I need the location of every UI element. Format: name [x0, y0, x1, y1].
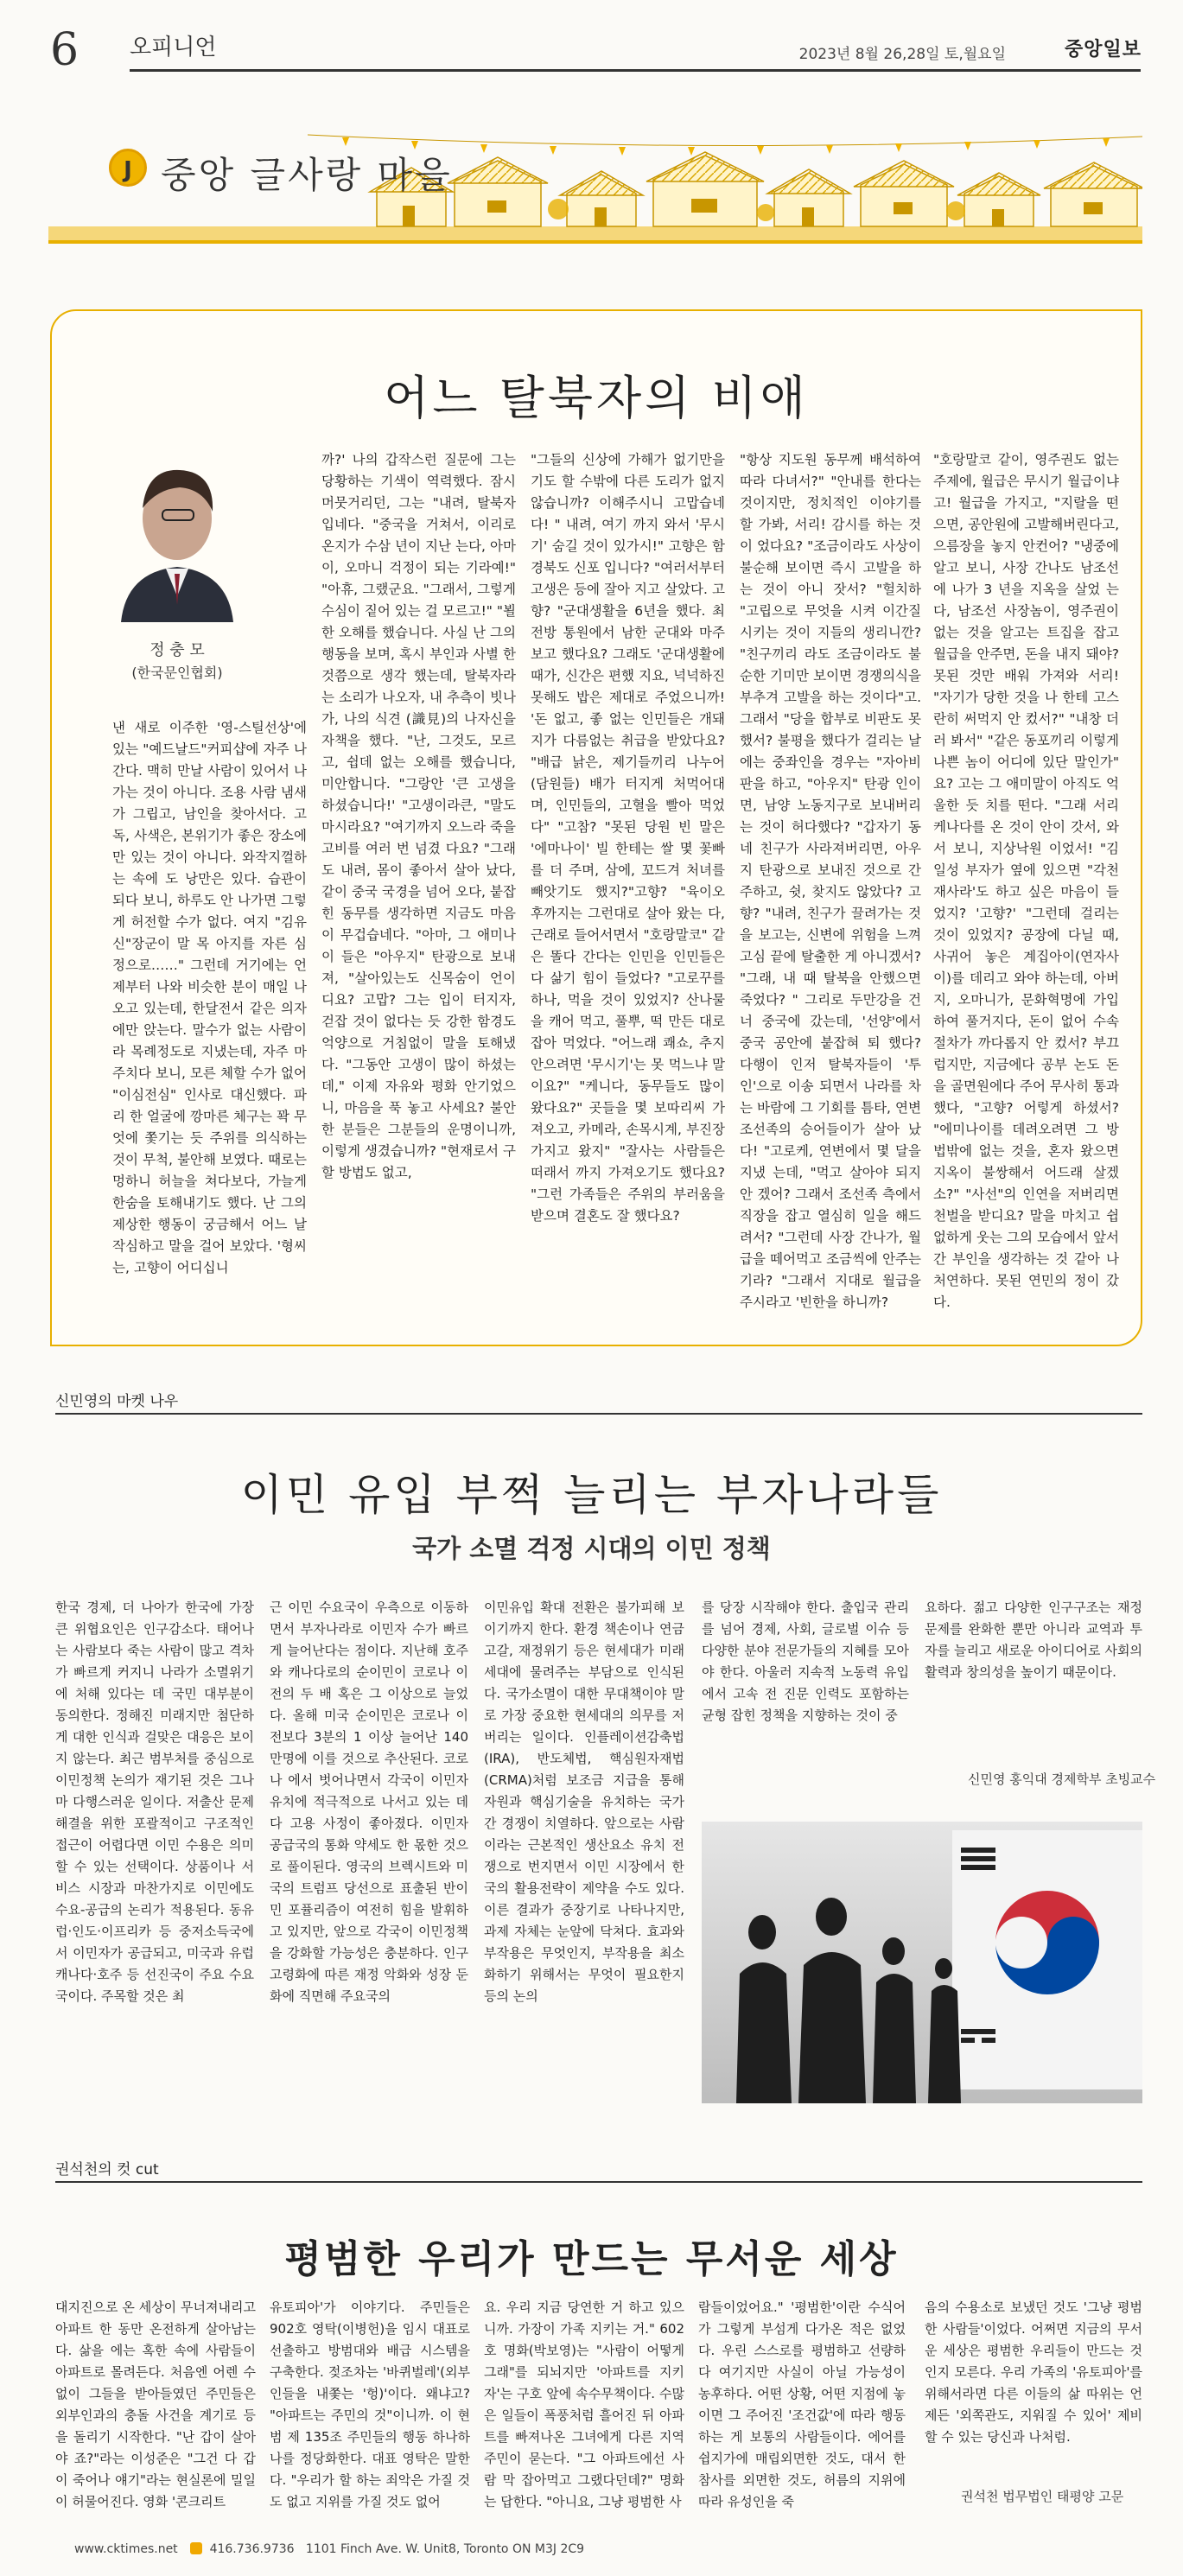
headline-ordinary-people: 평범한 우리가 만드는 무서운 세상 [284, 2237, 899, 2281]
page-header [0, 0, 1183, 95]
newspaper-logo: 중앙일보 [1064, 39, 1142, 60]
subheadline-immigration: 국가 소멸 걱정 시대의 이민 정책 [412, 1534, 771, 1563]
author-affiliation: (한국문인협회) [131, 665, 223, 681]
article2-byline: 신민영 홍익대 경제학부 초빙교수 [968, 1771, 1156, 1787]
essay-title: 어느 탈북자의 비애 [384, 371, 809, 425]
article3-column-1: 대지진으로 온 세상이 무너져내리고 아파트 한 동만 온전하게 살아남는다. 삶을 에는 혹한 속에 사람들이 아파트로 몰려든다. 처음엔 어렌 수 없이 그들을 받아들였던 주민들은 외부인과의 충돌 사건을 계기로 등을 돌리기 시작한다. "난 갑이 살아야 죠?"라는 이성준은 "그건 다 갑이 죽어나 얘기"라는 현실론에 밀일이 허물어진다. 영화 '콘크리트 [55, 2299, 256, 2509]
footer-website: www.cktimes.net [74, 2542, 178, 2556]
page-number: 6 [50, 24, 80, 76]
essay-column-2: 까?' 나의 갑작스런 질문에 그는 당황하는 기색이 역력했다. 잠시 머뭇거리던, 그는 "내려, 탈북자 입네다. "중국을 거쳐서, 이리로 온지가 수삼 년이 지난 는다, 아마이, 오마니 걱정이 되는 기라예!" "아휴, 그랬군요. "그래서, 그렇게 수심이 짙어 있는 걸 모르고!" "뵐 한 오해를 했습니다. 사실 난 그의 행동을 보며, 혹시 부인과 사별 한 것쯤으로 생각 했는데, 탈북자라는 소리가 나오자, 내 추측이 빗나가, 나의 식견 (識見)의 나자신을 자책을 했다. "난, 그것도, 모르고, 쉽데 없는 오해를 했습니다, 미안합니다. "그랑안 '큰 고생을 하셨습니다!' "고생이라큰, "말도 마시라요? "여기까지 오느라 죽을 고비를 여러 번 넘겼 다요? "그래도 내려, 몸이 좋아서 살아 났다, 같이 중국 국경을 넘어 오다, 붙잡힌 동무를 생각하면 지금도 마음이 무겁습네다. "아마, 그 애미나이 들은 "아우지" 탄광으로 보내져, "살아있는도 신목숨이 언이 디요? 고맙? 그는 입이 터지자, 걷잡 것이 없다는 듯 강한 함경도 억양으로 거침없이 말을 토해냈다. "그동안 고생이 많이 하셨는데," 이제 자유와 평화 안기었으니, 마음을 푹 놓고 사세요? 불안한 분들은 그분들의 운명이니까, 이렇게 생겼습니까? "현재로서 구할 방법도 없고, [321, 452, 516, 1180]
j-badge-icon: J [109, 149, 147, 187]
article2-column-5: 요하다. 젊고 다양한 인구구조는 재정 문제를 완화한 뿐만 아니라 교역과 투자를 늘리고 새로운 아이디어로 사회의 활력과 창의성을 높이기 때문이다. [925, 1600, 1142, 1680]
article3-column-5: 음의 수용소로 보냈던 것도 '그냥 평범한 사람들'이었다. 어쩌면 지금의 무서운 세상은 평범한 우리들이 만드는 것인지 모른다. 우리 가족의 '유토피아'를 위해서라면 다른 이들의 삶 따위는 언제든 '외쪽관도, 지워질 수 있어' 제비 할 수 있는 당신과 나처럼. [925, 2299, 1142, 2445]
flag-silhouette-photo [702, 1822, 1142, 2103]
column-label-cut: 권석천의 컷 cut [55, 2161, 159, 2178]
article3-column-2: 유토피아'가 이야기다. 주민들은 902호 영탁(이병헌)을 임시 대표로 선출하고 방범대와 배급 시스템을 구축한다. 젖조차는 '바퀴벌레'(외부인들을 내쫓는 '헝)'이다. 왜냐고? "아파트는 주민의 것"이니까. 이 현범 제 135조 주민들의 행동 하나하나를 정당화한다. 대표 영탁은 말한다. "우리가 할 하는 죄악은 가질 것도 없고 지위를 가질 것도 없어 [270, 2299, 470, 2509]
article3-column-4: 람들이었어요." '평범한'이란 수식어가 그렇게 부섬게 다가온 적은 없었다. 우린 스스로를 평범하고 선량하다 여기지만 사실이 아닐 가능성이 농후하다. 어떤 상황, 어떤 지점에 놓이면 그 주어진 '조건값'에 따라 행동하는 게 보통의 사람들이다. 에어를 쉽지가에 매립외면한 것도, 대서 한참사를 외면한 것도, 허름의 지위에 따라 유성인을 죽 [698, 2299, 906, 2509]
essay-column-1: 낸 새로 이주한 '영-스틸선상'에 있는 "예드날드"커피샵에 자주 나간다. 맥히 만날 사람이 있어서 나가는 것이 아니다. 조용 사람 냄새가 그립고, 남인을 찾아서다. 고독, 사색은, 본위기가 좋은 장소에 만 있는 것이 아니다. 와작지껄하는 속에 도 낭만은 있다. 습관이 되다 보니, 하루도 안 나가면 그렇게 허전할 수가 없다. 여지 "김유신"장군이 말 목 아지를 자른 심정으로……" 그런데 거기에는 언제부터 나와 비슷한 분이 매일 나오고 있는데, 한달전서 같은 의자에만 앉는다. 말수가 없는 사람이라 목례정도로 지냈는데, 자주 마주치다 보니, 모른 체할 수가 없어 "이심전심" 인사로 대신했다. 파리 한 얼굴에 깡마른 체구는 꽉 무엇에 쫓기는 듯 주위를 의식하는 것이 무척, 불안해 보였다. 때로는 멍하니 허늘을 쳐다보다, 가늘게 한숨을 토해내기도 했다. 난 그의 제상한 행동이 궁금해서 어느 날 작심하고 말을 걸어 보았다. '형씨는, 고향이 어디십니 [112, 720, 307, 1275]
essay-column-4: "항상 지도원 동무께 배석하여 따라 다녀서?" "안내를 한다는 것이지만, 정치적인 이야기를 할 가봐, 서리! 감시를 하는 것이 었다요? "조금이라도 사상이 불순해 보이면 즉시 고발을 하는 것이 아니 잣서? "헐치하 "고립으로 무엇을 시켜 이간질시키는 것이 지들의 생리니깐? "친구끼리 라도 조금이라도 불순한 기미만 보이면 경쟁의식을 부추겨 고발을 하는 것이다"고. 그래서 "당을 합부로 비판도 못했서? 불평을 했다가 걸리는 날에는 중좌인을 경우는 "자아비판을 하고, "아우지" 탄광 인이면, 남양 노동지구로 보내버리는 것이 허다했다? "갑자기 동네 친구가 사라져버리면, 아우지 탄광으로 보내진 것으로 간주하고, 쉿, 찾지도 않았다? 고향? "내려, 친구가 끌려가는 것을 보고는, 신변에 위험을 느껴 고심 끝에 탈출한 게 아니겠서? "그래, 내 때 탈북을 안했으면 죽었다? " 그리로 두만강을 건너 중국에 갔는데, '선양'에서 중국 공안에 붙잡혀 퇴 했다? 다행이 인저 탈북자들이 '투인'으로 이송 되면서 나라를 차는 바람에 그 기회를 틈타, 연변 조선족의 승어들이가 살아 났다! "고로케, 연변에서 몇 달을 지냈 는데, "먹고 살아야 되지 안 겠어? 그래서 조선족 측에서 직장을 잡고 열심히 일을 해드려서? "그런데 사장 간나가, 월급을 떼어먹고 조금씩에 안주는 기라? "그래서 지대로 월급을 주시라고 '빈한을 하니까? [740, 452, 921, 1310]
headline-immigration: 이민 유입 부쩍 늘리는 부자나라들 [240, 1470, 943, 1520]
footer-address: 1101 Finch Ave. W. Unit8, Toronto ON M3J 2C9 [305, 2542, 585, 2556]
author-name: 정 충 모 [149, 641, 205, 659]
section-rule-2 [55, 2181, 1142, 2183]
essay-column-3: "그들의 신상에 가해가 없기만을 기도 할 수밖에 다른 도리가 없지 않습니까? 이해주시니 고맙습네다! " 내려, 여기 까지 와서 '무시기' 숨길 것이 있가시!" 고향은 함경북도 신포 입니다? "여러서부터 고생은 등에 잘아 지고 살았다. 고향? "군대생활을 6년을 했다. 최전방 통원에서 남한 군대와 마주보고 했다요? 그래도 '군대생활에 때가, 신간은 편했 지요, 넉넉하진 못해도 밥은 제대로 주었으니까! '돈 없고, 좋 없는 인민들은 개돼지가 다름없는 취급을 받았다요? "배급 낡은, 제기들끼리 나누어 (담원들) 배가 터지게 처먹어대며, 인민들의, 고혈을 빨아 먹었다" "고참? "못된 당원 빈 말은 '에마나이' 빌 한테는 쌀 몇 꽃빠를 더 주며, 삼에, 꼬드겨 처녀를 빼앗기도 했지?"고향? "육이오 후까지는 그런대로 살아 왔는 다, 근래로 들어서면서 "호랑말코" 같은 똘다 간다는 인민을 인민들은 다 삶기 힘이 들었다? "고로꾸를 하나, 먹을 것이 있었지? 산나물을 캐어 먹고, 풀뿌, 떡 만든 대로 잡아 먹었다. "어느래 쾌쇼, 추지 안으려면 '무시기'는 못 먹느냐 말이요?" "케니다, 동무들도 많이 왔다요?" 곳들을 몇 보따리씨 가져오고, 카메라, 손목시계, 부진장 가지고 왔지" "잘사는 사람들은 떠래서 까지 가져오기도 했다요? "그런 가족들은 주위의 부러움을 받으며 결혼도 잘 했다요? [531, 452, 725, 1224]
article2-column-3: 이민유입 확대 전환은 불가피해 보이기까지 한다. 환경 책손이나 연금고갈, 재정위기 등은 현세대가 미래세대에 물려주는 부담으로 인식된다. 국가소멸이 대한 무대책이야 말로 가장 중요한 현세대의 의무를 저버리는 일이다. 인플레이션감축법(IRA), 반도체법, 핵심원자재법(CRMA)처럼 보조금 지급을 통해 자원과 핵심기술을 유치하는 국가 간 경쟁이 치열하다. 앞으로는 사람이라는 근본적인 생산요소 유치 전쟁으로 번지면서 이민 시장에서 한국의 활용전략이 제약을 수도 있다. 이른 결과가 중장기로 나타나지만, 과제 자체는 눈앞에 닥쳐다. 효과와 부작용은 무엇인지, 부작용을 최소화하기 위해서는 무엇이 필요한지 등의 논의 [484, 1600, 684, 2004]
header-rule [130, 69, 1141, 72]
essay-column-5: "호랑말코 같이, 영주권도 없는 주제에, 월급은 무시기 월급이냐고! 월급을 가지고, "지랄을 떤으면, 공안원에 고발해버린다고, 으름장을 놓지 안컨어? "냉중에 알고 보니, 사장 간나도 남조선에 나가 3 년을 지옥을 살었 는다, 남조선 사장놈이, 영주권이 없는 것을 알고는 트집을 잡고 월급을 안주면, 돈을 내지 돼야? 못된 것만 배워 가져와 서리! "자기가 당한 것을 나 한테 고스란히 써먹지 안 컸서?" "내창 더러 봐서" "같은 동포끼리 이렇게 나쁜 놈이 어디에 있단 말인가" 요? 고는 그 애미말이 아직도 억울한 듯 치를 떤다. "그래 서리 케나다를 온 것이 안이 갓서, 와서 보니, 지상낙원 이었서! "김일성 부자가 옆에 있으면 "각천재사라'도 하고 싶은 마음이 들었지? '고향?' "그런데 걸리는 것이 있었지? 공장에 다닐 때, 사귀어 놓은 계집아이(연자사이)를 데리고 와야 하는데, 아버지, 오마니가, 문화혁명에 가입하여 풀거지다, 돈이 없어 수속절차가 까다롭지 안 컸서? 부끄럽지만, 지금에다 공부 논도 돈을 골면원에다 주어 무사히 통과 했다, "고향? 어렇게 하셨서? "에미나이를 데려오려면 그 방법밖에 없는 것을, 혼자 왔으면 지옥이 불쌍해서 어드래 살겠소?" "사선"의 인연을 저버리면 천벌을 받디요? 말을 마치고 쉽없하게 웃는 그의 모습에서 앞서간 부인을 생각하는 것 같아 나 처연하다. 못된 연민의 정이 갔다. [933, 452, 1119, 1310]
footer-phone: 416.736.9736 [209, 2542, 295, 2556]
column-banner [48, 130, 1142, 251]
essay-box [50, 309, 1142, 1346]
section-name: 오피니언 [130, 35, 217, 60]
page-footer [74, 2542, 584, 2556]
banner-title: 중앙 글사랑 마을 [161, 154, 453, 196]
article2-column-1: 한국 경제, 더 나아가 한국에 가장 큰 위협요인은 인구감소다. 태어나는 사람보다 죽는 사람이 많고 격차가 빠르게 커지니 나라가 소멸위기에 처해 있다는 데 국민 대부분이 동의한다. 정해진 미래지만 첨단하게 대한 인식과 걸맞은 대응은 보이지 않는다. 최근 범부처를 중심으로 이민정책 논의가 재기된 것은 그나마 다행스러운 일이다. 저출산 문제 해결을 위한 포괄적이고 구조적인 접근이 어렵다면 이민 수용은 의미할 수 있는 선택이다. 상품이나 서비스 시장과 마찬가지로 이민에도 수요-공급의 논리가 적용된다. 동유럽·인도·이프리카 등 중저소득국에서 이민자가 공급되고, 미국과 유럽 캐나다·호주 등 선진국이 주요 수요국이다. 주목할 것은 최 [55, 1600, 254, 2004]
author-photo [112, 458, 242, 622]
section-rule [55, 1413, 1142, 1415]
article2-column-2: 근 이민 수요국이 우측으로 이동하면서 부자나라로 이민자 수가 빠르게 늘어난다는 점이다. 지난해 호주와 캐나다로의 순이민이 코로나 이전의 두 배 혹은 그 이상으로 늘었다. 올해 미국 순이민은 코로나 이전보다 3분의 1 이상 늘어난 140만명에 이를 것으로 추산된다. 코로나 에서 벗어나면서 각국이 이민자 유치에 적극적으로 나서고 있는 데다 고용 사정이 좋아졌다. 이민자 공급국의 통화 약세도 한 몫한 것으로 풀이된다. 영국의 브렉시트와 미국의 트럼프 당선으로 표출된 반이민 포퓰리즘이 여전히 힘을 발휘하고 있지만, 앞으로 각국이 이민정책을 강화할 가능성은 충분하다. 인구고령화에 따른 재정 악화와 성장 둔화에 직면해 주요국의 [270, 1600, 468, 2004]
column-label-market-now: 신민영의 마켓 나우 [55, 1393, 179, 1410]
phone-icon [190, 2542, 202, 2554]
issue-date: 2023년 8월 26,28일 토,월요일 [798, 46, 1006, 63]
article3-column-3: 요. 우리 지금 당연한 거 하고 있으니까. 가장이 가족 지키는 거." 602호 명화(박보영)는 "사람이 어떻게 그래"를 되뇌지만 '아파트를 지키자'는 구호 앞에 속수무책이다. 수많은 일들이 폭풍처럼 흘어진 뒤 아파트를 빠져나온 그녀에게 다른 지역 주민이 묻는다. "그 아파트에선 사람 막 잡아먹고 그랬다던데?" 명화는 답한다. "아니요, 그냥 평범한 사 [484, 2299, 684, 2509]
article3-byline: 권석천 법무법인 태평양 고문 [961, 2489, 1124, 2504]
article2-column-4: 를 당장 시작해야 한다. 출입국 관리를 넘어 경제, 사회, 글로벌 이슈 등 다양한 분야 전문가들의 지혜를 모아야 한다. 아울러 지속적 노동력 유입에서 고속 전 진문 인력도 포함하는 균형 잡힌 정책을 지향하는 것이 중 [702, 1600, 909, 1723]
